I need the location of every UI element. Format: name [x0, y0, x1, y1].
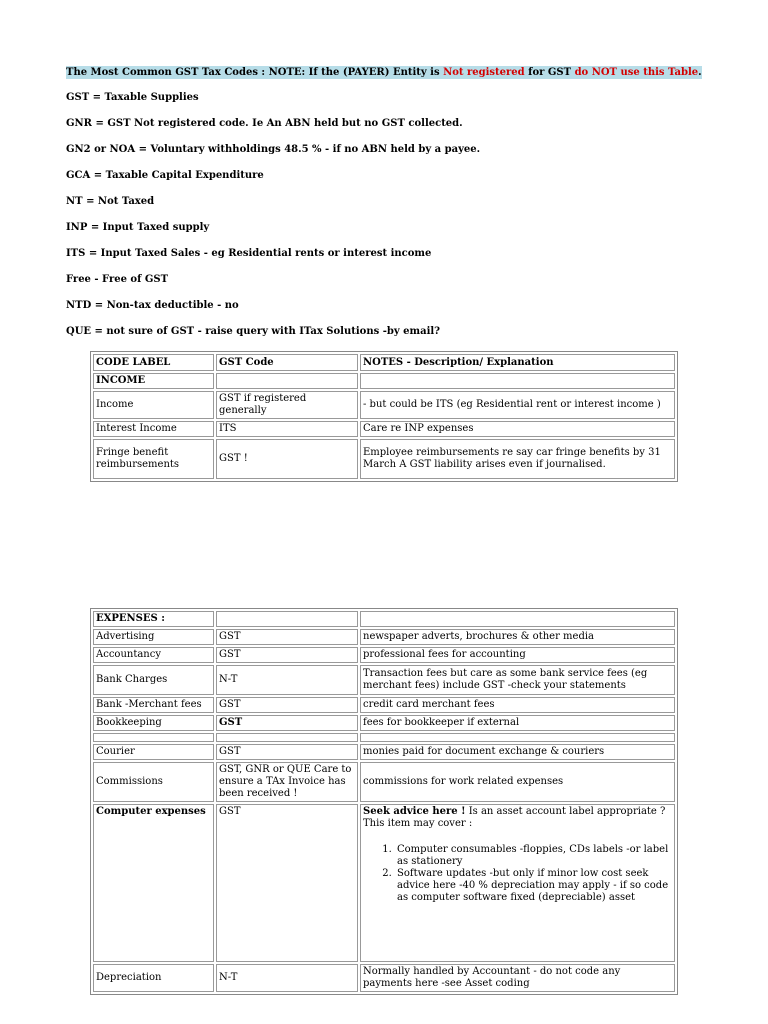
table-row — [93, 804, 675, 962]
code-label-cell: Bank -Merchant fees — [93, 697, 214, 713]
code-label-cell: Bookkeeping — [93, 715, 214, 731]
code-definition: GN2 or NOA = Voluntary withholdings 48.5 % - if no ABN held by a payee. — [66, 144, 481, 155]
table-row — [93, 629, 675, 645]
heading-warning: do NOT use this Table — [574, 67, 699, 78]
notes-cell: professional fees for accounting — [360, 647, 675, 663]
heading-text: The Most Common GST Tax Codes : NOTE: If the (PAYER) Entity is — [66, 67, 444, 78]
notes-cell: Transaction fees but care as some bank service fees (eg merchant fees) include GST -check your statements — [360, 665, 675, 695]
list-item: 1. Computer consumables -floppies, CDs labels -or label as stationery — [395, 844, 672, 868]
gst-code-cell: GST — [216, 744, 358, 760]
table-row — [93, 762, 675, 802]
header-code-label: CODE LABEL — [93, 354, 214, 371]
list-item: 2. Software updates -but only if minor low cost seek advice here -40 % depreciation may apply - if so code as computer software fixed (depreciable) asset — [395, 868, 672, 904]
table-row — [93, 439, 675, 479]
code-label-cell: Computer expenses — [93, 804, 214, 962]
code-label-cell: Advertising — [93, 629, 214, 645]
code-definition: ITS = Input Taxed Sales - eg Residential rents or interest income — [66, 248, 432, 259]
expenses-table — [90, 608, 678, 995]
gst-code-cell: GST — [216, 647, 358, 663]
gst-code-cell: GST — [216, 629, 358, 645]
heading-period: . — [698, 67, 702, 78]
notes-cell: Normally handled by Accountant - do not code any payments here -see Asset coding — [360, 964, 675, 992]
heading-not-registered: Not registered — [443, 67, 525, 78]
table-row — [93, 391, 675, 419]
table-row — [93, 647, 675, 663]
code-label-cell: Courier — [93, 744, 214, 760]
code-label-cell: Fringe benefit reimbursements — [93, 439, 214, 479]
header-notes: NOTES - Description/ Explanation — [360, 354, 675, 371]
code-definition: GNR = GST Not registered code. Ie An ABN held but no GST collected. — [66, 118, 463, 129]
code-definition: INP = Input Taxed supply — [66, 222, 210, 233]
gst-code-cell: GST — [216, 804, 358, 962]
code-label-cell: Accountancy — [93, 647, 214, 663]
table-cell-empty — [216, 611, 358, 627]
heading-text-2: for GST — [524, 67, 575, 78]
section-row — [93, 611, 675, 627]
code-definition: NT = Not Taxed — [66, 196, 155, 207]
code-definition: QUE = not sure of GST - raise query with ITax Solutions -by email? — [66, 326, 441, 337]
table-cell-empty — [360, 611, 675, 627]
heading-note — [66, 66, 702, 79]
table-header-row — [93, 354, 675, 371]
advice-text: Is an asset account label appropriate ? This item may cover : — [363, 806, 666, 829]
computer-items-list — [363, 844, 672, 904]
notes-cell: credit card merchant fees — [360, 697, 675, 713]
notes-cell: - but could be ITS (eg Residential rent or interest income ) — [360, 391, 675, 419]
table-row — [93, 715, 675, 731]
gst-code-cell: GST — [216, 697, 358, 713]
code-label-cell: Commissions — [93, 762, 214, 802]
gst-code-cell: N-T — [216, 964, 358, 992]
table-row — [93, 421, 675, 437]
gst-code-cell: GST — [216, 715, 358, 731]
section-row — [93, 373, 675, 389]
code-definition: NTD = Non-tax deductible - no — [66, 300, 239, 311]
income-table — [90, 351, 678, 482]
table-row — [93, 744, 675, 760]
notes-cell — [360, 804, 675, 962]
code-label-cell: Bank Charges — [93, 665, 214, 695]
table-row — [93, 697, 675, 713]
table-row — [93, 964, 675, 992]
gst-code-cell: ITS — [216, 421, 358, 437]
gst-code-cell: GST ! — [216, 439, 358, 479]
header-gst-code: GST Code — [216, 354, 358, 371]
table-row — [93, 665, 675, 695]
table-cell-empty — [216, 373, 358, 389]
notes-cell: fees for bookkeeper if external — [360, 715, 675, 731]
code-definition: Free - Free of GST — [66, 274, 169, 285]
notes-cell: Employee reimbursements re say car fringe benefits by 31 March A GST liability arises even if journalised. — [360, 439, 675, 479]
notes-cell: commissions for work related expenses — [360, 762, 675, 802]
code-label-cell: Income — [93, 391, 214, 419]
gst-code-cell — [216, 733, 358, 742]
code-definition: GST = Taxable Supplies — [66, 92, 199, 103]
notes-cell: newspaper adverts, brochures & other media — [360, 629, 675, 645]
table-row-empty — [93, 733, 675, 742]
gst-code-cell: GST if registered generally — [216, 391, 358, 419]
code-label-cell: Depreciation — [93, 964, 214, 992]
notes-cell: monies paid for document exchange & couriers — [360, 744, 675, 760]
notes-cell: Care re INP expenses — [360, 421, 675, 437]
code-label-cell: Interest Income — [93, 421, 214, 437]
section-income: INCOME — [93, 373, 214, 389]
code-definition: GCA = Taxable Capital Expenditure — [66, 170, 264, 181]
table-cell-empty — [360, 373, 675, 389]
section-expenses: EXPENSES : — [93, 611, 214, 627]
gst-code-cell: N-T — [216, 665, 358, 695]
gst-code-cell: GST, GNR or QUE Care to ensure a TAx Invoice has been received ! — [216, 762, 358, 802]
code-label-cell — [93, 733, 214, 742]
advice-bold: Seek advice here ! — [363, 806, 466, 817]
notes-cell — [360, 733, 675, 742]
